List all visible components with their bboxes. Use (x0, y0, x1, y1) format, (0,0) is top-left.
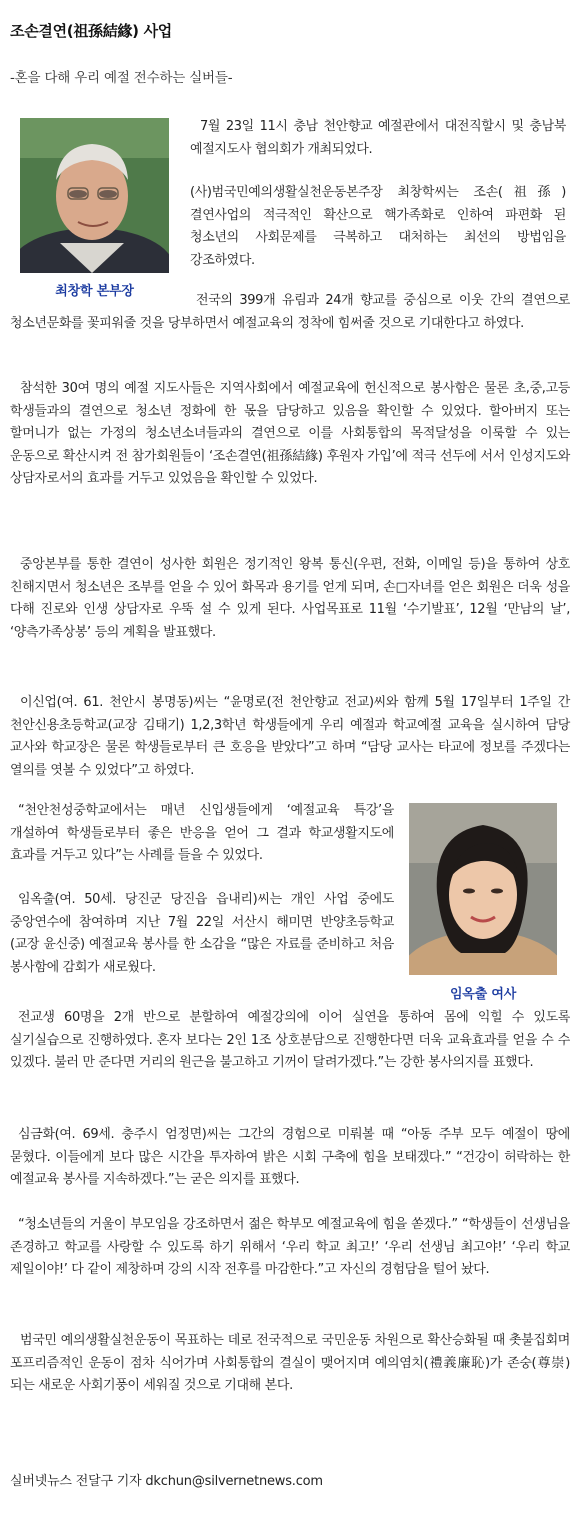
article-subtitle: -혼을 다해 우리 예절 전수하는 실버들- (10, 70, 233, 86)
paragraph-12 (10, 1330, 570, 1398)
paragraph-1 (190, 116, 566, 161)
portrait-photo-lim (409, 803, 557, 975)
paragraph-text: 전국의 399개 유림과 24개 향교를 중심으로 이웃 간의 결연으로 청소년문화를 꽃피워줄 것을 당부하면서 예절교육의 정착에 힘써줄 것으로 기대한다고 하였다. (10, 293, 570, 331)
paragraph-4 (10, 378, 570, 491)
paragraph-text: 전교생 60명을 2개 반으로 분할하여 예절강의에 이어 실연을 통하여 몸에 익힐 수 있도록 실기실습으로 진행하였다. 혼자 보다는 2인 1조 상호분담으로 진행한다면 더욱 교육효과를 얻을 수 수 있겠다. 불러 만 준다면 거리의 원근을 불고하고 기꺼이 달려가겠다.”는 강한 봉사의지를 표했다. (10, 1010, 570, 1070)
article-title: 조손결연(祖孫結緣) 사업 (10, 22, 172, 40)
paragraph-text: 7월 23일 11시 충남 천안향교 예절관에서 대전직할시 및 충남북 예절지도사 협의회가 개최되었다. (190, 119, 566, 157)
paragraph-9 (10, 1007, 570, 1075)
paragraph-text: 이신업(여. 61. 천안시 봉명동)씨는 “윤명로(전 천안향교 전교)씨와 함께 5월 17일부터 1주일 간 천안신용초등학교(교장 김태기) 1,2,3학년 학생들에게 우리 예절과 학교예절 교육을 실시하여 담당 교사와 학교장은 물론 학생들로부터 큰 호응을 받았다”고 하며 “담당 교사는 타교에 정보를 주겠다는 열의를 엿볼 수 있었다”고 하였다. (10, 695, 570, 778)
paragraph-2 (190, 182, 566, 272)
paragraph-text: 중앙본부를 통한 결연이 성사한 회원은 정기적인 왕복 통신(우편, 전화, 이메일 등)을 통하여 상호 친해지면서 청소년은 조부를 얻을 수 있어 화목과 용기를 얻게 되며, 손□자녀를 얻은 회원은 더욱 성을 다해 진로와 인생 상담자로 우뚝 설 수 있게 된다. 사업목표로 11월 ‘수기발표’, 12월 ‘만남의 날’, ‘양측가족상봉’ 등의 계획을 발표했다. (10, 557, 570, 640)
paragraph-11 (10, 1214, 570, 1282)
photo-caption-lim: 임옥출 여사 (449, 987, 517, 1002)
portrait-photo-choi (20, 118, 169, 273)
paragraph-text: 참석한 30여 명의 예절 지도사들은 지역사회에서 예절교육에 헌신적으로 봉사함은 물론 초,중,고등 학생들과의 결연으로 청소년 정화에 한 몫을 담당하고 있음을 확인할 수 있었다. 할아버지 또는 할머니가 없는 가정의 청소년소녀들과의 결연으로 이를 사회통합의 목적달성을 이룩할 수 있는 운동으로 확산시켜 전 참가회원들이 ‘조손결연(祖孫結緣) 후원자 가입’에 적극 선두에 서서 인성지도와 상담자로서의 효과를 거두고 있었음을 확인할 수 있었다. (10, 381, 570, 486)
paragraph-text: “청소년들의 거울이 부모임을 강조하면서 젊은 학부모 예절교육에 힘을 쏟겠다.” “학생들이 선생님을 존경하고 학교를 사랑할 수 있도록 하기 위해서 ‘우리 학교 최고!’ ‘우리 선생님 최고야!’ ‘우리 학교 제일이야!’ 다 같이 제창하며 강의 시작 전후를 마감한다.”고 자신의 경험담을 털어 놨다. (10, 1217, 570, 1277)
photo-caption-choi: 최창학 본부장 (55, 284, 134, 299)
paragraph-3 (10, 290, 570, 335)
paragraph-10 (10, 1124, 570, 1192)
paragraph-8 (10, 889, 394, 979)
paragraph-text: 임옥출(여. 50세. 당진군 당진읍 읍내리)씨는 개인 사업 중에도 중앙연수에 참여하며 지난 7월 22일 서산시 해미면 반양초등학교(교장 윤신중) 예절교육 봉사를 한 소감을 “많은 자료를 준비하고 처음 봉사함에 감회가 새로웠다. (10, 892, 394, 975)
paragraph-6 (10, 692, 570, 782)
paragraph-text: “천안천성중학교에서는 매년 신입생들에게 ‘예절교육 특강’을 개설하여 학생들로부터 좋은 반응을 얻어 그 결과 학교생활지도에 효과를 거두고 있다”는 사례를 들을 수 있었다. (10, 803, 394, 863)
byline: 실버넷뉴스 전달구 기자 dkchun@silvernetnews.com (10, 1474, 323, 1489)
paragraph-5 (10, 554, 570, 644)
paragraph-7 (10, 800, 394, 868)
paragraph-text: (사)범국민예의생활실천운동본주장 최창학씨는 조손(祖孫)결연사업의 적극적인 확산으로 핵가족화로 인하여 파편화 된 청소년의 사회문제를 극복하고 대처하는 최선의 방법임을 강조하였다. (190, 185, 566, 268)
paragraph-text: 범국민 예의생활실천운동이 목표하는 데로 전국적으로 국민운동 차원으로 확산승화될 때 촛불집회며 포프리즘적인 운동이 점차 식어가며 사회통합의 결실이 맺어지며 예의염치(禮義廉恥)가 존숭(尊崇)되는 새로운 사회기풍이 세워질 것으로 기대해 본다. (10, 1333, 570, 1393)
paragraph-text: 심금화(여. 69세. 충주시 엄정면)씨는 그간의 경험으로 미뤄볼 때 “아동 주부 모두 예절이 땅에 묻혔다. 이들에게 보다 많은 시간을 투자하여 밝은 시회 구축에 힘을 보태겠다.” “건강이 허락하는 한 예절교육 봉사를 지속하겠다.”는 굳은 의지를 표했다. (10, 1127, 570, 1187)
